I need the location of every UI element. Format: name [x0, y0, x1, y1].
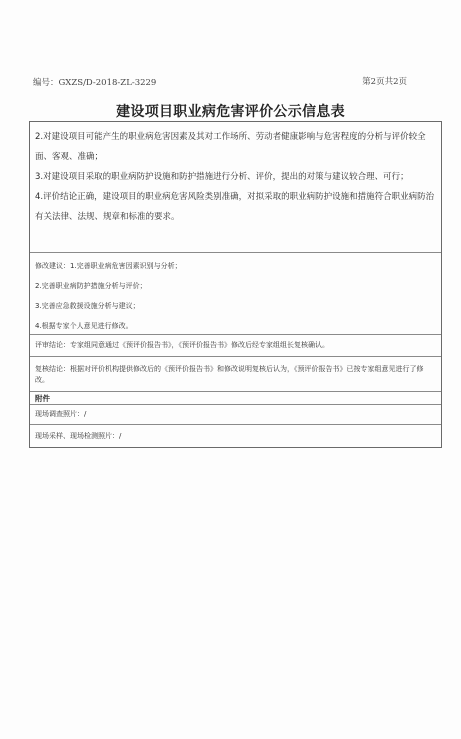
conclusion-cell: [30, 122, 441, 252]
modification-item-3: 3.完善应急救援设施分析与建议；: [35, 302, 140, 310]
modification-item-1: 修改建议：1.完善职业病危害因素识别与分析；: [35, 262, 182, 270]
recheck-conclusion-cell: [30, 356, 441, 391]
document-title: 建设项目职业病危害评价公示信息表: [116, 104, 345, 120]
page-indicator: 第2页共2页: [362, 77, 407, 87]
conclusion-item-2: 2.对建设项目可能产生的职业病危害因素及其对工作场所、劳动者健康影响与危害程度的分析与评价较全面、客观、准确；: [35, 132, 426, 162]
info-table: [29, 121, 442, 448]
modification-item-2: 2.完善职业病防护措施分析与评价；: [35, 282, 147, 290]
review-conclusion-cell: [30, 334, 441, 356]
conclusion-item-3: 3.对建设项目采取的职业病防护设施和防护措施进行分析、评价，提出的对策与建议较合理、可行；: [35, 172, 409, 182]
recheck-conclusion-text: 复核结论：根据对评价机构提供修改后的《预评价报告书》和修改说明复核后认为，《预评价报告书》已按专家组意见进行了修改。: [35, 365, 424, 384]
modification-item-4: 4.根据专家个人意见进行修改。: [35, 322, 133, 330]
document-number: 编号：GXZS/D-2018-ZL-3229: [33, 78, 157, 88]
conclusion-item-4: 4.评价结论正确，建设项目的职业病危害风险类别准确，对拟采取的职业病防护设施和措施符合职业病防治有关法律、法规、规章和标准的要求。: [35, 192, 435, 222]
site-photos-cell: [30, 404, 441, 424]
review-conclusion-text: 评审结论：专家组同意通过《预评价报告书》，《预评价报告书》修改后经专家组组长复核确认。: [35, 341, 329, 349]
attachment-label: 附件: [35, 393, 50, 403]
sampling-photos-text: 现场采样、现场检测照片：/: [35, 431, 122, 440]
modification-cell: [30, 252, 441, 334]
site-photos-text: 现场调查照片：/: [35, 410, 87, 418]
attachment-header-cell: [30, 391, 441, 404]
sampling-photos-cell: [30, 424, 441, 447]
